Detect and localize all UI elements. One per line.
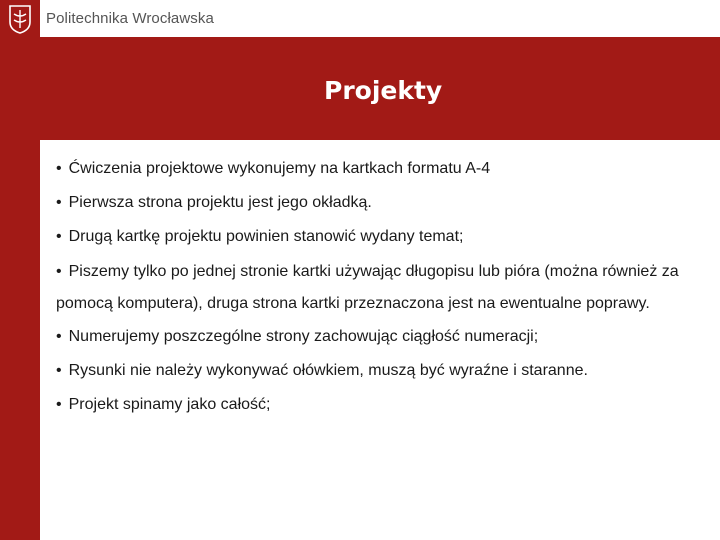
- bullet-icon: •: [56, 194, 62, 211]
- list-item: [56, 394, 696, 416]
- list-item: [56, 226, 696, 248]
- bullet-icon: •: [56, 228, 62, 245]
- list-item: [56, 360, 696, 382]
- bullet-list: [56, 158, 696, 428]
- list-item: [56, 256, 696, 320]
- bullet-icon: •: [56, 160, 62, 177]
- slide-title: Projekty: [324, 76, 443, 105]
- left-brand-stripe: [0, 0, 40, 540]
- university-logo-icon: [0, 0, 40, 37]
- bullet-text: Drugą kartkę projektu powinien stanowić wydany temat;: [68, 228, 464, 245]
- bullet-text: Pierwsza strona projektu jest jego okładką.: [68, 194, 372, 211]
- bullet-text: Projekt spinamy jako całość;: [68, 396, 271, 413]
- list-item: [56, 158, 696, 180]
- bullet-icon: •: [56, 263, 62, 280]
- list-item: [56, 326, 696, 348]
- bullet-text: Piszemy tylko po jednej stronie kartki używając długopisu lub pióra (można również za pomocą komputera), druga strona kartki przeznaczona jest na ewentualne poprawy.: [56, 263, 679, 312]
- list-item: [56, 192, 696, 214]
- bullet-text: Rysunki nie należy wykonywać ołówkiem, muszą być wyraźne i staranne.: [68, 362, 588, 379]
- bullet-text: Numerujemy poszczególne strony zachowując ciągłość numeracji;: [68, 328, 539, 345]
- institution-name: Politechnika Wrocławska: [46, 10, 214, 27]
- bullet-icon: •: [56, 396, 62, 413]
- bullet-icon: •: [56, 362, 62, 379]
- bullet-text: Ćwiczenia projektowe wykonujemy na kartkach formatu A-4: [68, 160, 491, 177]
- bullet-icon: •: [56, 328, 62, 345]
- eagle-emblem-icon: [7, 4, 33, 34]
